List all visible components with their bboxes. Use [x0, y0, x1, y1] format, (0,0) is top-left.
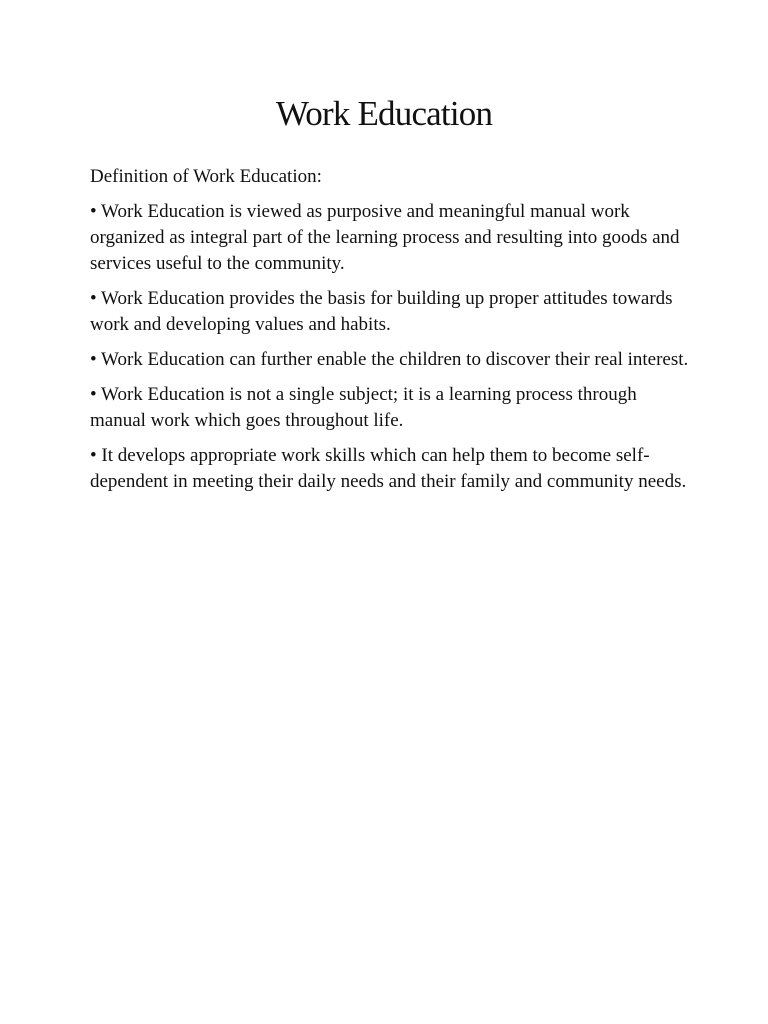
- page-title: Work Education: [275, 94, 493, 133]
- bullet-item: • Work Education provides the basis for building up proper attitudes towards work and developing values and habits.: [90, 288, 673, 335]
- bullet-item: • It develops appropriate work skills which can help them to become self-dependent in meeting their daily needs and their family and community needs.: [90, 445, 687, 492]
- section-heading: Definition of Work Education:: [90, 166, 322, 187]
- bullet-item: • Work Education can further enable the children to discover their real interest.: [90, 349, 689, 370]
- document-body: [90, 164, 690, 504]
- bullet-item: • Work Education is not a single subject; it is a learning process through manual work which goes throughout life.: [90, 384, 637, 431]
- bullet-item: • Work Education is viewed as purposive and meaningful manual work organized as integral part of the learning process and resulting into goods and services useful to the community.: [90, 201, 680, 274]
